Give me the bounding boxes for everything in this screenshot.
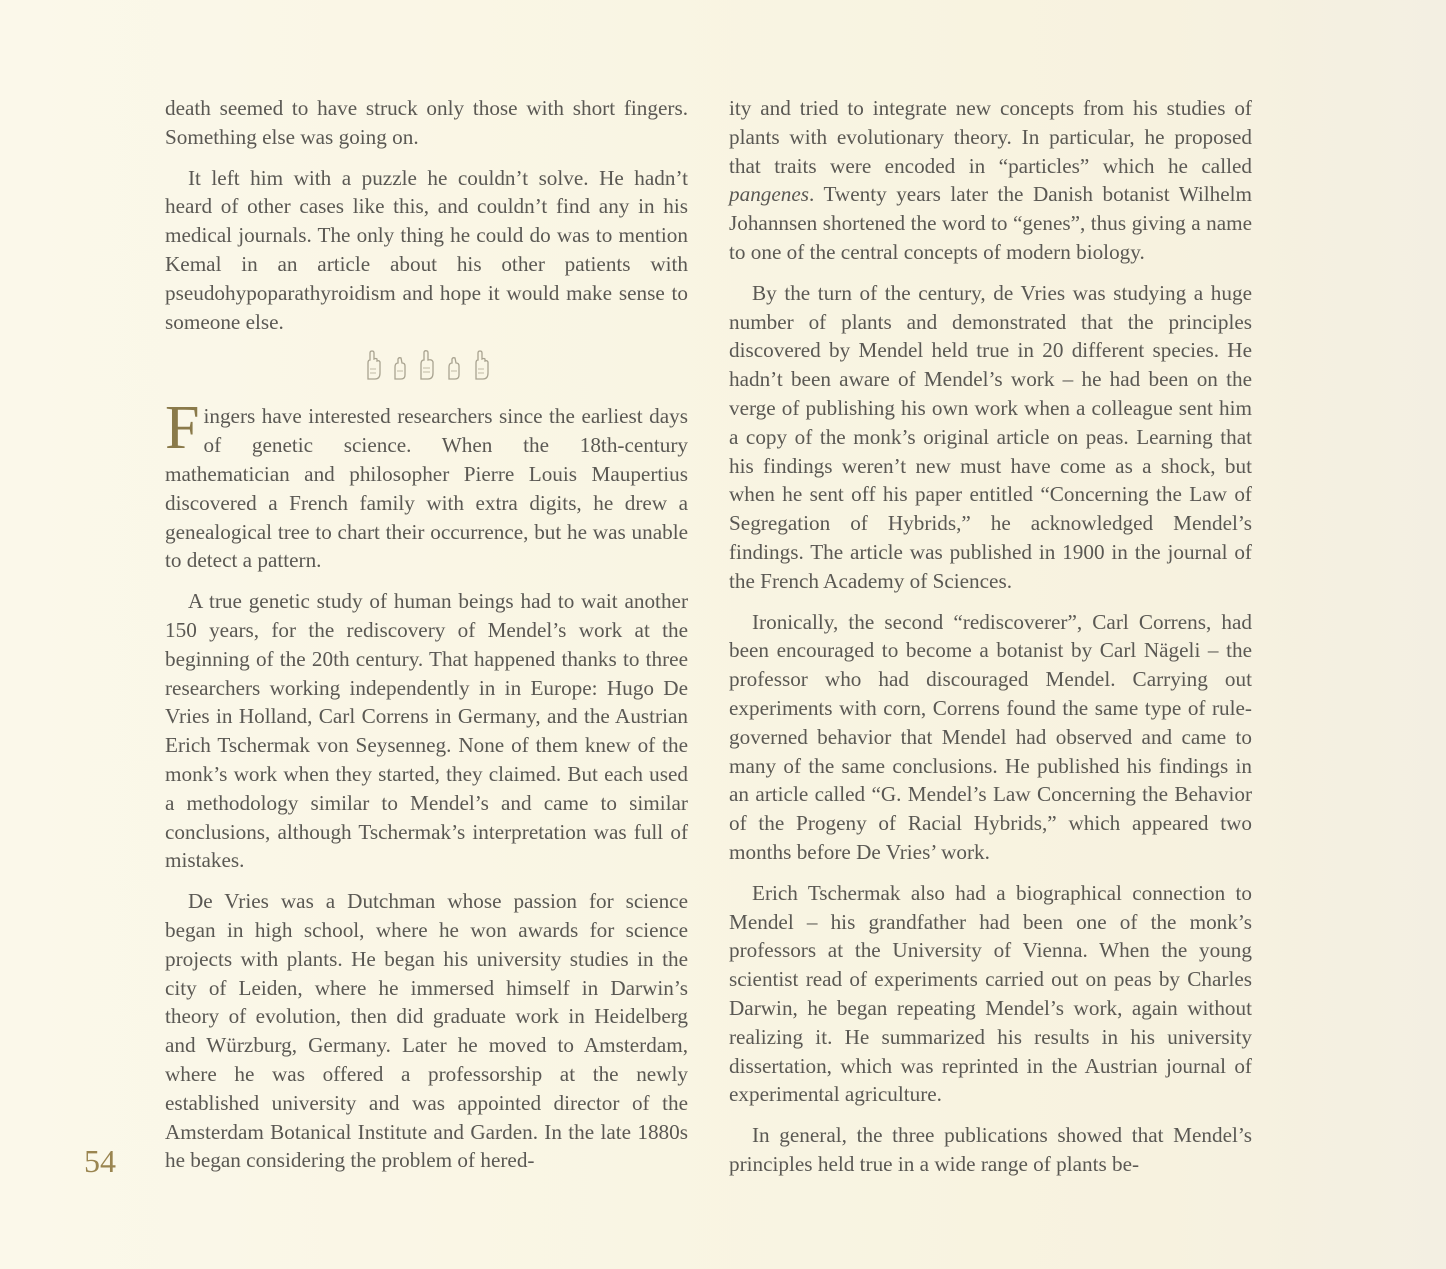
hand-icon	[446, 355, 462, 389]
section-divider-ornament	[165, 348, 688, 388]
paragraph	[729, 94, 1252, 267]
paragraph-text: . Twenty years later the Danish botanist Wilhelm Johannsen shortened the word to “genes”, thus giving a name to one of the central concepts of modern biology.	[729, 182, 1252, 264]
paragraph-text: ingers have interested researchers since the earliest days of genetic science. When the 18th-century mathematician and philosopher Pierre Louis Maupertius discovered a French family with extra digits, he drew a genealogical tree to chart their occurrence, but he was unable to detect a pattern.	[165, 404, 688, 573]
paragraph: Erich Tschermak also had a biographical connection to Mendel – his grandfather had been one of the monk’s professors at the University of Vienna. When the young scientist read of experiments carried out on peas by Charles Darwin, he began repeating Mendel’s work, again without realizing it. He summarized his results in his university dissertation, which was reprinted in the Austrian journal of experimental agriculture.	[729, 880, 1252, 1107]
paragraph: De Vries was a Dutchman whose passion for science began in high school, where he won awards for science projects with plants. He began his university studies in the city of Leiden, where he immersed himself in Darwin’s theory of evolution, then did graduate work in Heidelberg and Würzburg, Germany. Later he moved to Amsterdam, where he was offered a professorship at the newly established university and was appointed director of the Amsterdam Botanical Institute and Garden. In the late 1880s he began considering the problem of hered-	[165, 889, 688, 1173]
paragraph-dropcap	[165, 394, 688, 575]
paragraph: In general, the three publications showed that Mendel’s principles held true in a wide range of plants be-	[729, 1123, 1252, 1176]
drop-cap: F	[165, 394, 200, 463]
right-column	[729, 94, 1252, 1191]
italic-term: pangenes	[729, 182, 810, 207]
left-column	[165, 94, 688, 1187]
paragraph: It left him with a puzzle he couldn’t solve. He hadn’t heard of other cases like this, and couldn’t find any in his medical journals. The only thing he could do was to mention Kemal in an article about his other patients with pseudohypoparathyroidism and hope it would make sense to someone else.	[165, 165, 688, 334]
hand-icon	[364, 349, 382, 389]
paragraph: Ironically, the second “rediscoverer”, Carl Correns, had been encouraged to become a botanist by Carl Nägeli – the professor who had discouraged Mendel. Carrying out experiments with corn, Correns found the same type of rule-governed behavior that Mendel had observed and came to many of the same conclusions. He published his findings in an article called “G. Mendel’s Law Concerning the Behavior of the Progeny of Racial Hybrids,” which appeared two months before De Vries’ work.	[729, 609, 1252, 864]
hand-icon	[392, 355, 408, 389]
paragraph-text: ity and tried to integrate new concepts from his studies of plants with evolutionary theory. In particular, he proposed that traits were encoded in “particles” which he called	[729, 96, 1252, 178]
page-number: 54	[84, 1143, 116, 1179]
paragraph: By the turn of the century, de Vries was studying a huge number of plants and demonstrated that the principles discovered by Mendel held true in 20 different species. He hadn’t been aware of Mendel’s work – he had been on the verge of publishing his own work when a colleague sent him a copy of the monk’s original article on peas. Learning that his findings weren’t new must have come as a shock, but when he sent off his paper entitled “Concerning the Law of Segregation of Hybrids,” he acknowledged Mendel’s findings. The article was published in 1900 in the journal of the French Academy of Sciences.	[729, 280, 1252, 593]
hand-icon	[472, 349, 490, 389]
paragraph: A true genetic study of human beings had to wait another 150 years, for the rediscovery of Mendel’s work at the beginning of the 20th century. That happened thanks to three researchers working independently in in Europe: Hugo De Vries in Holland, Carl Correns in Germany, and the Austrian Erich Tschermak von Seysenneg. None of them knew of the monk’s work when they started, they claimed. But each used a methodology similar to Mendel’s and came to similar conclusions, although Tschermak’s interpretation was full of mistakes.	[165, 589, 688, 873]
hand-icon	[418, 349, 436, 389]
paragraph: death seemed to have struck only those with short fingers. Something else was going on.	[165, 96, 688, 149]
